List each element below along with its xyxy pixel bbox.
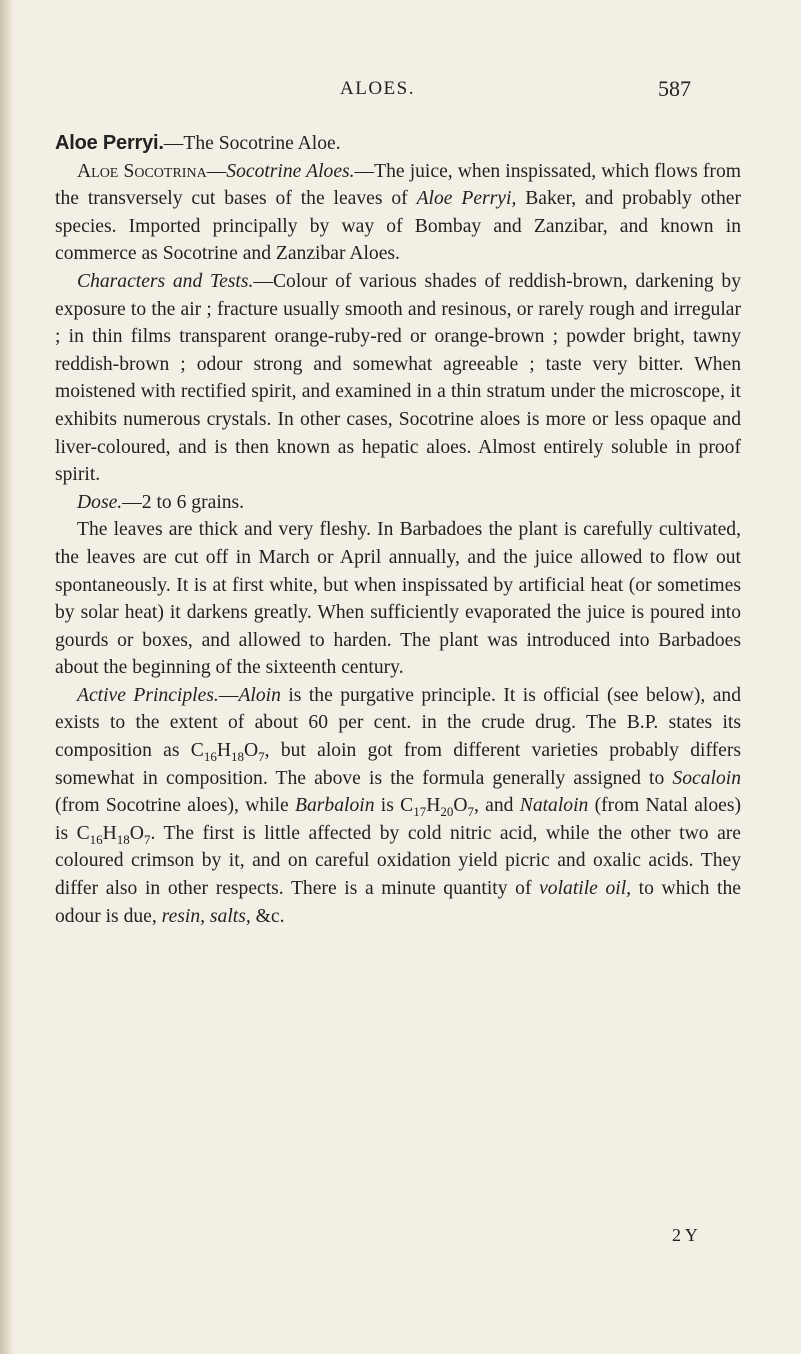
text-run: . The first is little affected by cold nitric acid, while the other two are coloured crimson by it, and on careful oxidation yield picric and oxalic acids. They differ also in other respects. There is a minute quantity of	[55, 822, 741, 900]
text-run: , but aloin got from different varieties probably differs somewhat in composition. The above is the formula generally assigned to	[55, 740, 741, 789]
formula-element: O	[243, 740, 259, 762]
text-run: to which the odour is due,	[55, 878, 741, 927]
section-label: Dose.	[77, 491, 123, 513]
running-title: ALOES.	[340, 78, 415, 99]
drug-name-italic: Socotrine Aloes.	[226, 160, 355, 182]
term-nataloin: Nataloin	[519, 795, 589, 817]
text-run: The leaves are thick and very fleshy. In Barbadoes the plant is carefully cultivated, the leaves are cut off in March or April annually, and the juice allowed to flow out spontaneously. It is at first white, but when inspissated by artificial heat (or sometimes by solar heat) it darkens greatly. When sufficiently evaporated the juice is poured into gourds or boxes, and allowed to harden. The plant was introduced into Barbadoes about the beginning of the sixteenth century.	[55, 519, 741, 679]
subscript: 16	[89, 831, 103, 847]
subscript: 7	[143, 831, 151, 847]
dash: —	[206, 160, 227, 182]
entry-heading	[55, 130, 741, 158]
subscript: 16	[203, 748, 217, 764]
signature-mark: 2 Y	[672, 1225, 698, 1245]
text-run: —Colour of various shades of reddish-brown, darkening by exposure to the air ; fracture usually smooth and resinous, or rarely rough and irregular ; in thin films transparent orange-ruby-red or orange-brown ; powder bright, tawny reddish-brown ; odour strong and somewhat agreeable ; taste very bitter. When moistened with rectified spirit, and examined in a thin stratum under the microscope, it exhibits numerous crystals. In other cases, Socotrine aloes is more or less opaque and liver-coloured, and is then known as hepatic aloes. Almost entirely soluble in proof spirit.	[55, 270, 742, 486]
subscript: 20	[440, 804, 454, 820]
subscript: 7	[258, 748, 265, 764]
page-number: 587	[658, 76, 691, 101]
formula-element: O	[453, 795, 468, 817]
body-text	[55, 130, 741, 930]
paragraph-leaves	[55, 516, 741, 682]
term-socaloin: Socaloin	[672, 767, 741, 789]
section-label: Characters and Tests.	[77, 270, 254, 292]
subscript: 18	[116, 831, 130, 847]
paragraph-active-principles	[55, 682, 741, 930]
text-run: —The juice, when inspissated, which flows from the transversely cut bases of the leaves of	[55, 160, 741, 210]
paragraph-characters-tests	[55, 268, 741, 489]
text-run: —2 to 6 grains.	[122, 491, 245, 513]
paragraph-aloe-socotrina	[55, 158, 741, 268]
formula-element: H	[102, 822, 117, 844]
dash: —	[218, 684, 239, 706]
entry-heading-title: Aloe Perryi.	[55, 132, 164, 154]
formula-element: H	[216, 740, 231, 762]
page-header	[0, 76, 801, 106]
subscript: 18	[230, 748, 244, 764]
subscript: 17	[413, 804, 427, 820]
text-run: &c.	[250, 905, 285, 927]
text-run: (from Natal aloes) is C	[55, 795, 741, 844]
species-name: Aloe Perryi,	[416, 188, 517, 210]
section-label: Active Principles.	[77, 684, 219, 706]
subscript: 7	[467, 804, 474, 820]
text-run: Baker, and probably other species. Imported principally by way of Bombay and Zanzibar, and known in commerce as Socotrine and Zanzibar Aloes.	[55, 188, 741, 265]
drug-name: Aloe Socotrina	[77, 160, 207, 182]
text-run: is C	[374, 795, 414, 817]
term-barbaloin: Barbaloin	[295, 795, 375, 817]
formula-element: H	[426, 795, 441, 817]
entry-heading-rest: —The Socotrine Aloe.	[163, 133, 341, 154]
formula-element: O	[129, 822, 144, 844]
paragraph-dose	[55, 489, 741, 517]
text-run: , and	[474, 795, 520, 817]
term-resin-salts: resin, salts,	[161, 905, 251, 927]
term-aloin: Aloin	[238, 684, 281, 706]
term-volatile-oil: volatile oil,	[539, 878, 632, 900]
text-run: (from Socotrine aloes), while	[55, 795, 296, 817]
text-run: is the purgative principle. It is official (see below), and exists to the extent of about 60 per cent. in the crude drug. The B.P. states its composition as C	[55, 684, 741, 762]
